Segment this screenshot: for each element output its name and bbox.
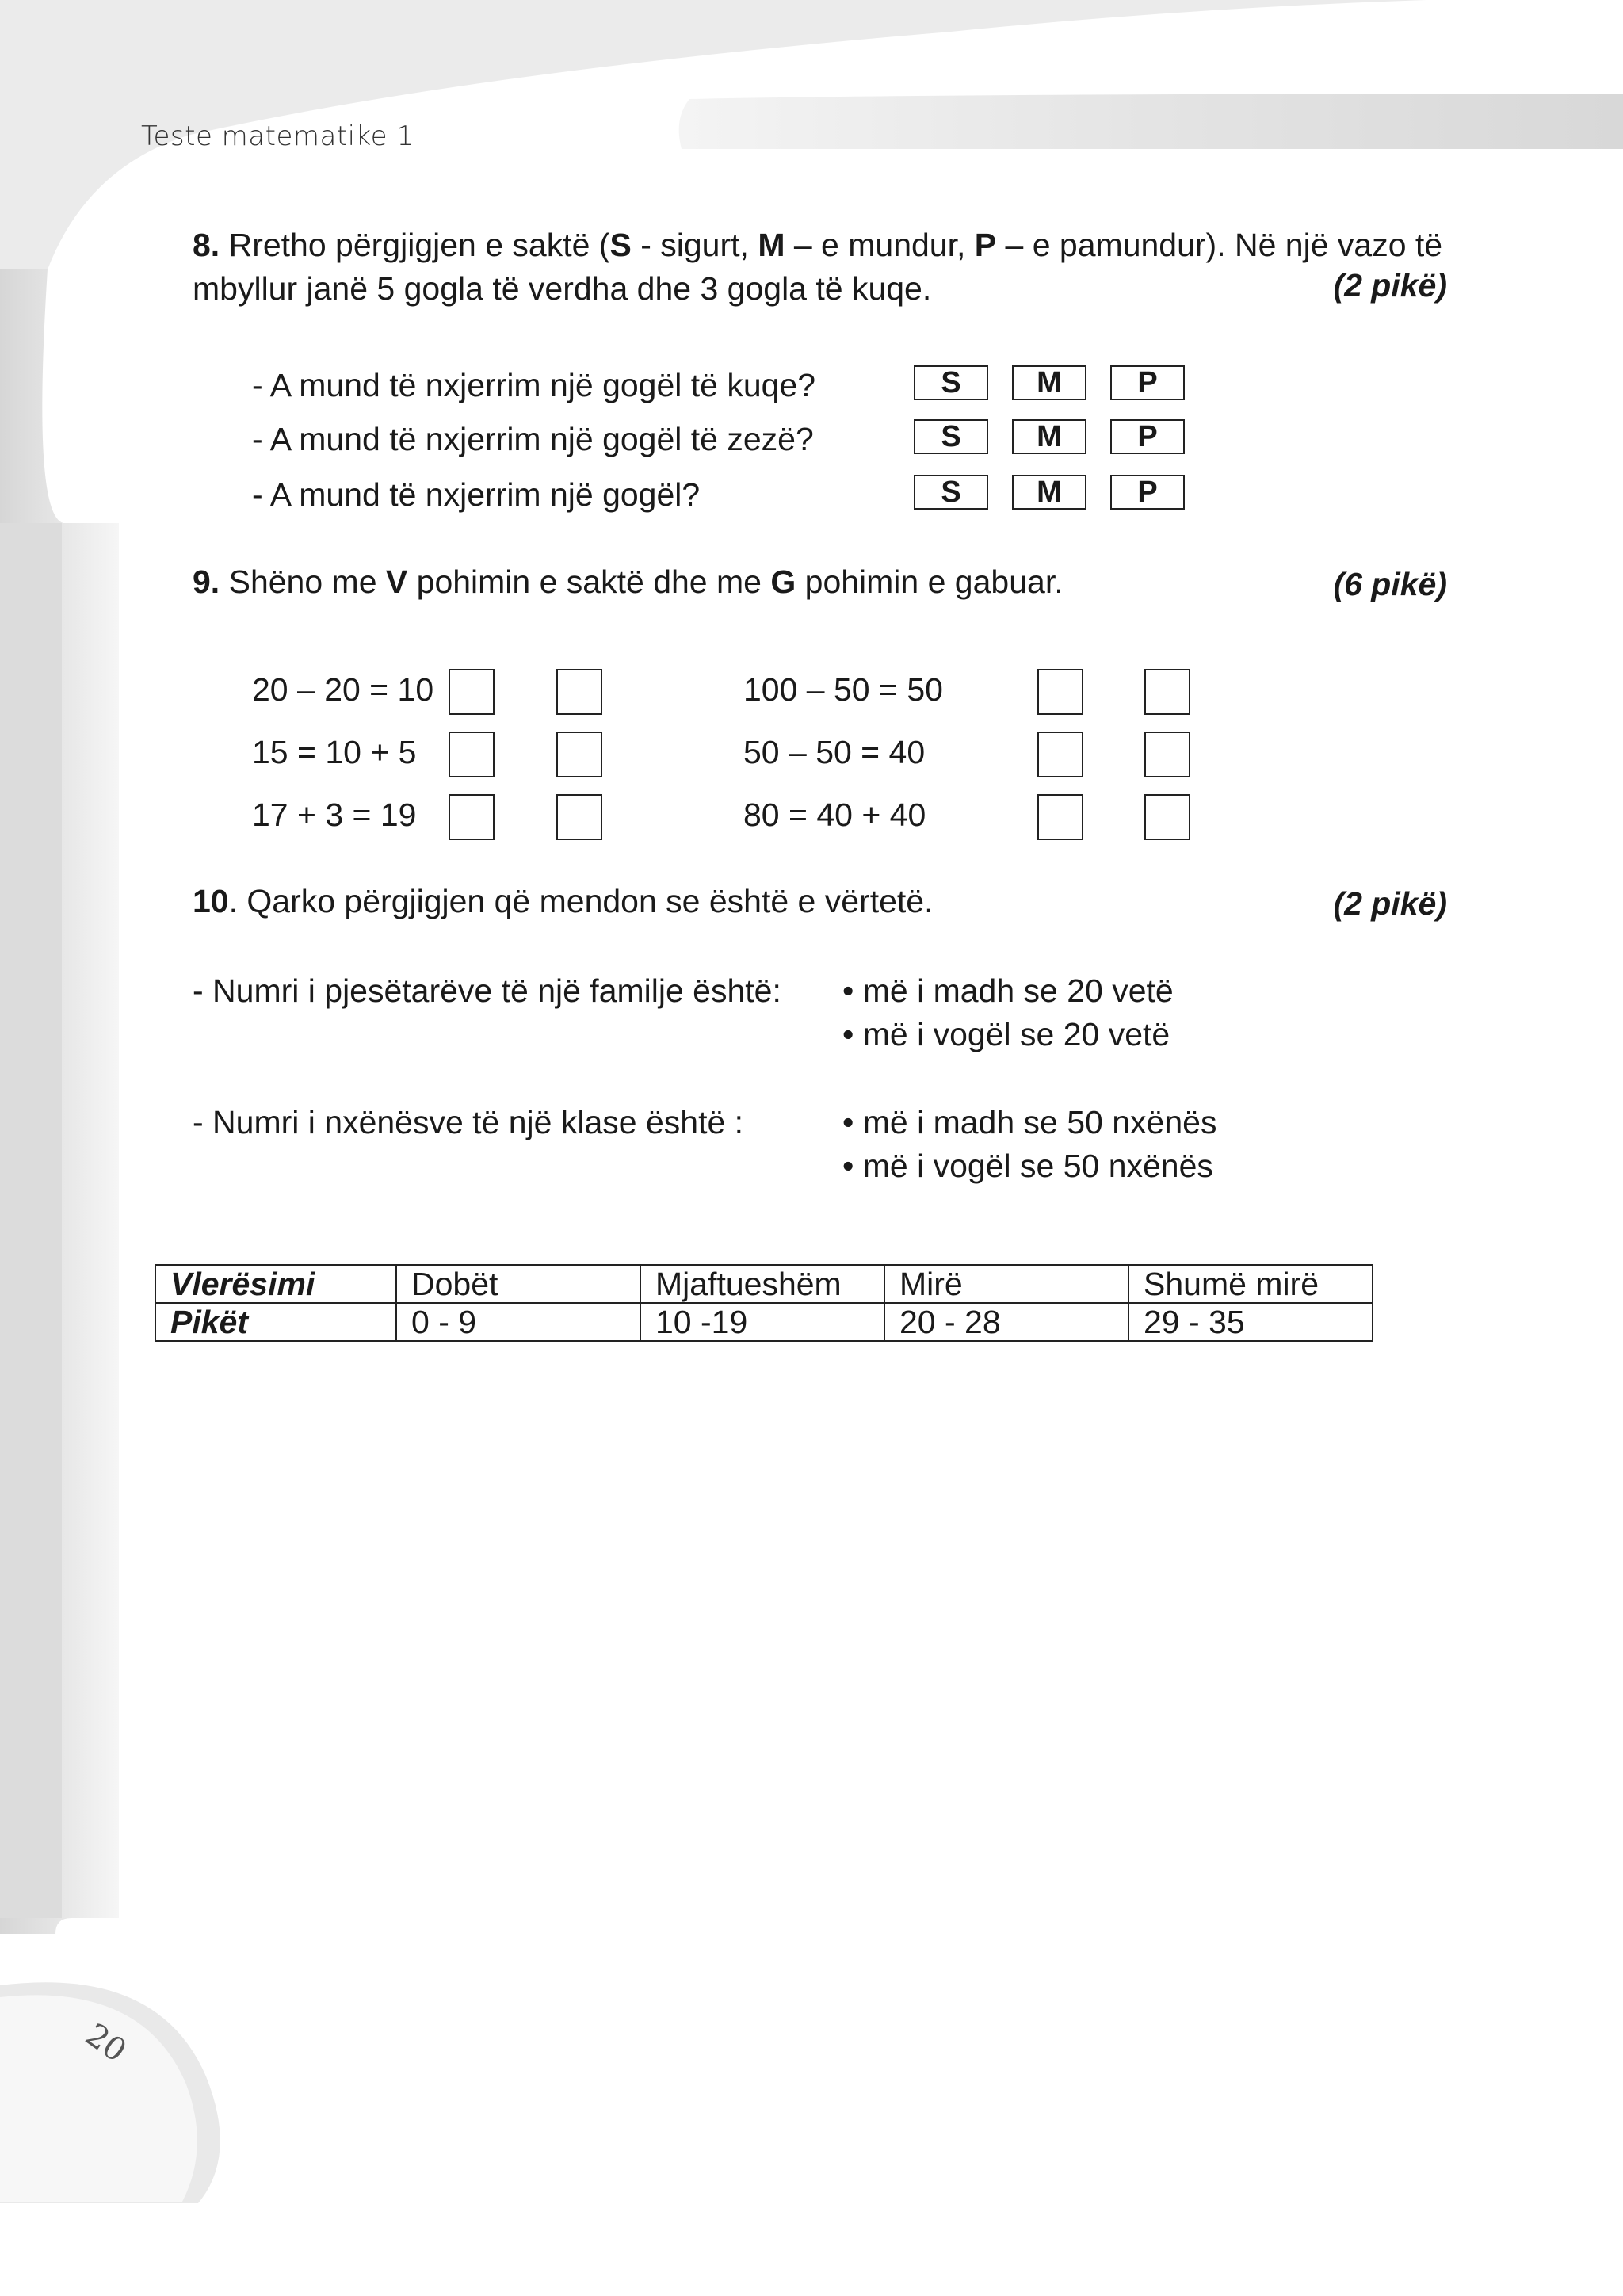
q9-g-letter: G bbox=[770, 563, 796, 600]
q8-item-3-p-option[interactable]: P bbox=[1110, 475, 1185, 510]
q8-text-part: – e mundur, bbox=[785, 227, 975, 263]
grading-row-points bbox=[155, 1303, 1373, 1341]
q9-text-part: pohimin e gabuar. bbox=[796, 563, 1064, 600]
q8-line2: mbyllur janë 5 gogla të verdha dhe 3 gogla të kuqe. bbox=[193, 270, 932, 307]
q9-equation-left-1: 20 – 20 = 10 bbox=[252, 671, 434, 708]
q10-text: . Qarko përgjigjen që mendon se është e vërtetë. bbox=[228, 883, 934, 919]
q10-item-1-option-1[interactable]: • më i madh se 20 vetë bbox=[842, 972, 1174, 1009]
q9-right-1-g-box[interactable] bbox=[1144, 669, 1190, 715]
grading-table bbox=[155, 1264, 1373, 1342]
q9-right-3-v-box[interactable] bbox=[1037, 794, 1083, 840]
q8-text-part: - sigurt, bbox=[631, 227, 758, 263]
q9-right-3-g-box[interactable] bbox=[1144, 794, 1190, 840]
page-number: 20 bbox=[78, 2016, 133, 2070]
q9-number: 9. bbox=[193, 563, 220, 600]
q9-equation-right-1: 100 – 50 = 50 bbox=[743, 671, 943, 708]
grading-cell: Dobët bbox=[396, 1265, 640, 1303]
q9-right-2-g-box[interactable] bbox=[1144, 732, 1190, 777]
grading-cell: Mirë bbox=[884, 1265, 1128, 1303]
q9-right-2-v-box[interactable] bbox=[1037, 732, 1083, 777]
q8-text-part: Rretho përgjigjen e saktë ( bbox=[220, 227, 610, 263]
q10-number: 10 bbox=[193, 883, 229, 919]
q8-item-2: - A mund të nxjerrim një gogël të zezë? bbox=[252, 421, 814, 457]
q8-item-2-s-option[interactable]: S bbox=[914, 419, 988, 454]
q8-text-part: – e pamundur). Në një vazo të bbox=[996, 227, 1443, 263]
q9-left-3-g-box[interactable] bbox=[556, 794, 602, 840]
grading-cell: 0 - 9 bbox=[396, 1303, 640, 1341]
q9-equation-right-2: 50 – 50 = 40 bbox=[743, 734, 926, 770]
q8-item-1: - A mund të nxjerrim një gogël të kuqe? bbox=[252, 367, 816, 403]
q8-number: 8. bbox=[193, 227, 220, 263]
q9-statement bbox=[193, 560, 1064, 604]
grading-cell: Shumë mirë bbox=[1128, 1265, 1373, 1303]
q9-equation-right-3: 80 = 40 + 40 bbox=[743, 797, 926, 833]
q8-p-letter: P bbox=[974, 227, 997, 263]
q9-left-2-g-box[interactable] bbox=[556, 732, 602, 777]
header-title: Teste matematike 1 bbox=[141, 120, 414, 152]
q9-points: (6 pikë) bbox=[1333, 566, 1447, 602]
grading-cell: Mjaftueshëm bbox=[640, 1265, 884, 1303]
grading-cell: 20 - 28 bbox=[884, 1303, 1128, 1341]
q9-left-3-v-box[interactable] bbox=[449, 794, 495, 840]
q10-item-2-lead: - Numri i nxënësve të një klase është : bbox=[193, 1104, 744, 1140]
grading-row-grade bbox=[155, 1265, 1373, 1303]
grading-cell: 29 - 35 bbox=[1128, 1303, 1373, 1341]
q9-equation-left-3: 17 + 3 = 19 bbox=[252, 797, 417, 833]
q10-statement bbox=[193, 880, 933, 923]
q8-item-3-m-option[interactable]: M bbox=[1012, 475, 1086, 510]
q8-item-1-s-option[interactable]: S bbox=[914, 365, 988, 400]
q8-statement bbox=[193, 223, 1442, 311]
q9-right-1-v-box[interactable] bbox=[1037, 669, 1083, 715]
q10-item-2-option-1[interactable]: • më i madh se 50 nxënës bbox=[842, 1104, 1217, 1140]
q10-item-1-lead: - Numri i pjesëtarëve të një familje është: bbox=[193, 972, 781, 1009]
q8-item-1-m-option[interactable]: M bbox=[1012, 365, 1086, 400]
q8-points: (2 pikë) bbox=[1333, 267, 1447, 304]
q8-item-2-m-option[interactable]: M bbox=[1012, 419, 1086, 454]
q8-item-3: - A mund të nxjerrim një gogël? bbox=[252, 476, 701, 513]
grading-header-grade: Vlerësimi bbox=[155, 1265, 396, 1303]
q10-item-1-option-2[interactable]: • më i vogël se 20 vetë bbox=[842, 1016, 1170, 1052]
q8-item-2-p-option[interactable]: P bbox=[1110, 419, 1185, 454]
grading-cell: 10 -19 bbox=[640, 1303, 884, 1341]
q9-v-letter: V bbox=[385, 563, 408, 600]
q9-left-1-v-box[interactable] bbox=[449, 669, 495, 715]
q8-s-letter: S bbox=[609, 227, 632, 263]
grading-header-points: Pikët bbox=[155, 1303, 396, 1341]
q9-left-2-v-box[interactable] bbox=[449, 732, 495, 777]
q9-text-part: Shëno me bbox=[220, 563, 386, 600]
q10-item-2-option-2[interactable]: • më i vogël se 50 nxënës bbox=[842, 1148, 1213, 1184]
q9-left-1-g-box[interactable] bbox=[556, 669, 602, 715]
q8-m-letter: M bbox=[758, 227, 785, 263]
q9-equation-left-2: 15 = 10 + 5 bbox=[252, 734, 417, 770]
q8-item-1-p-option[interactable]: P bbox=[1110, 365, 1185, 400]
q10-points: (2 pikë) bbox=[1333, 885, 1447, 922]
q9-text-part: pohimin e saktë dhe me bbox=[407, 563, 771, 600]
q8-item-3-s-option[interactable]: S bbox=[914, 475, 988, 510]
